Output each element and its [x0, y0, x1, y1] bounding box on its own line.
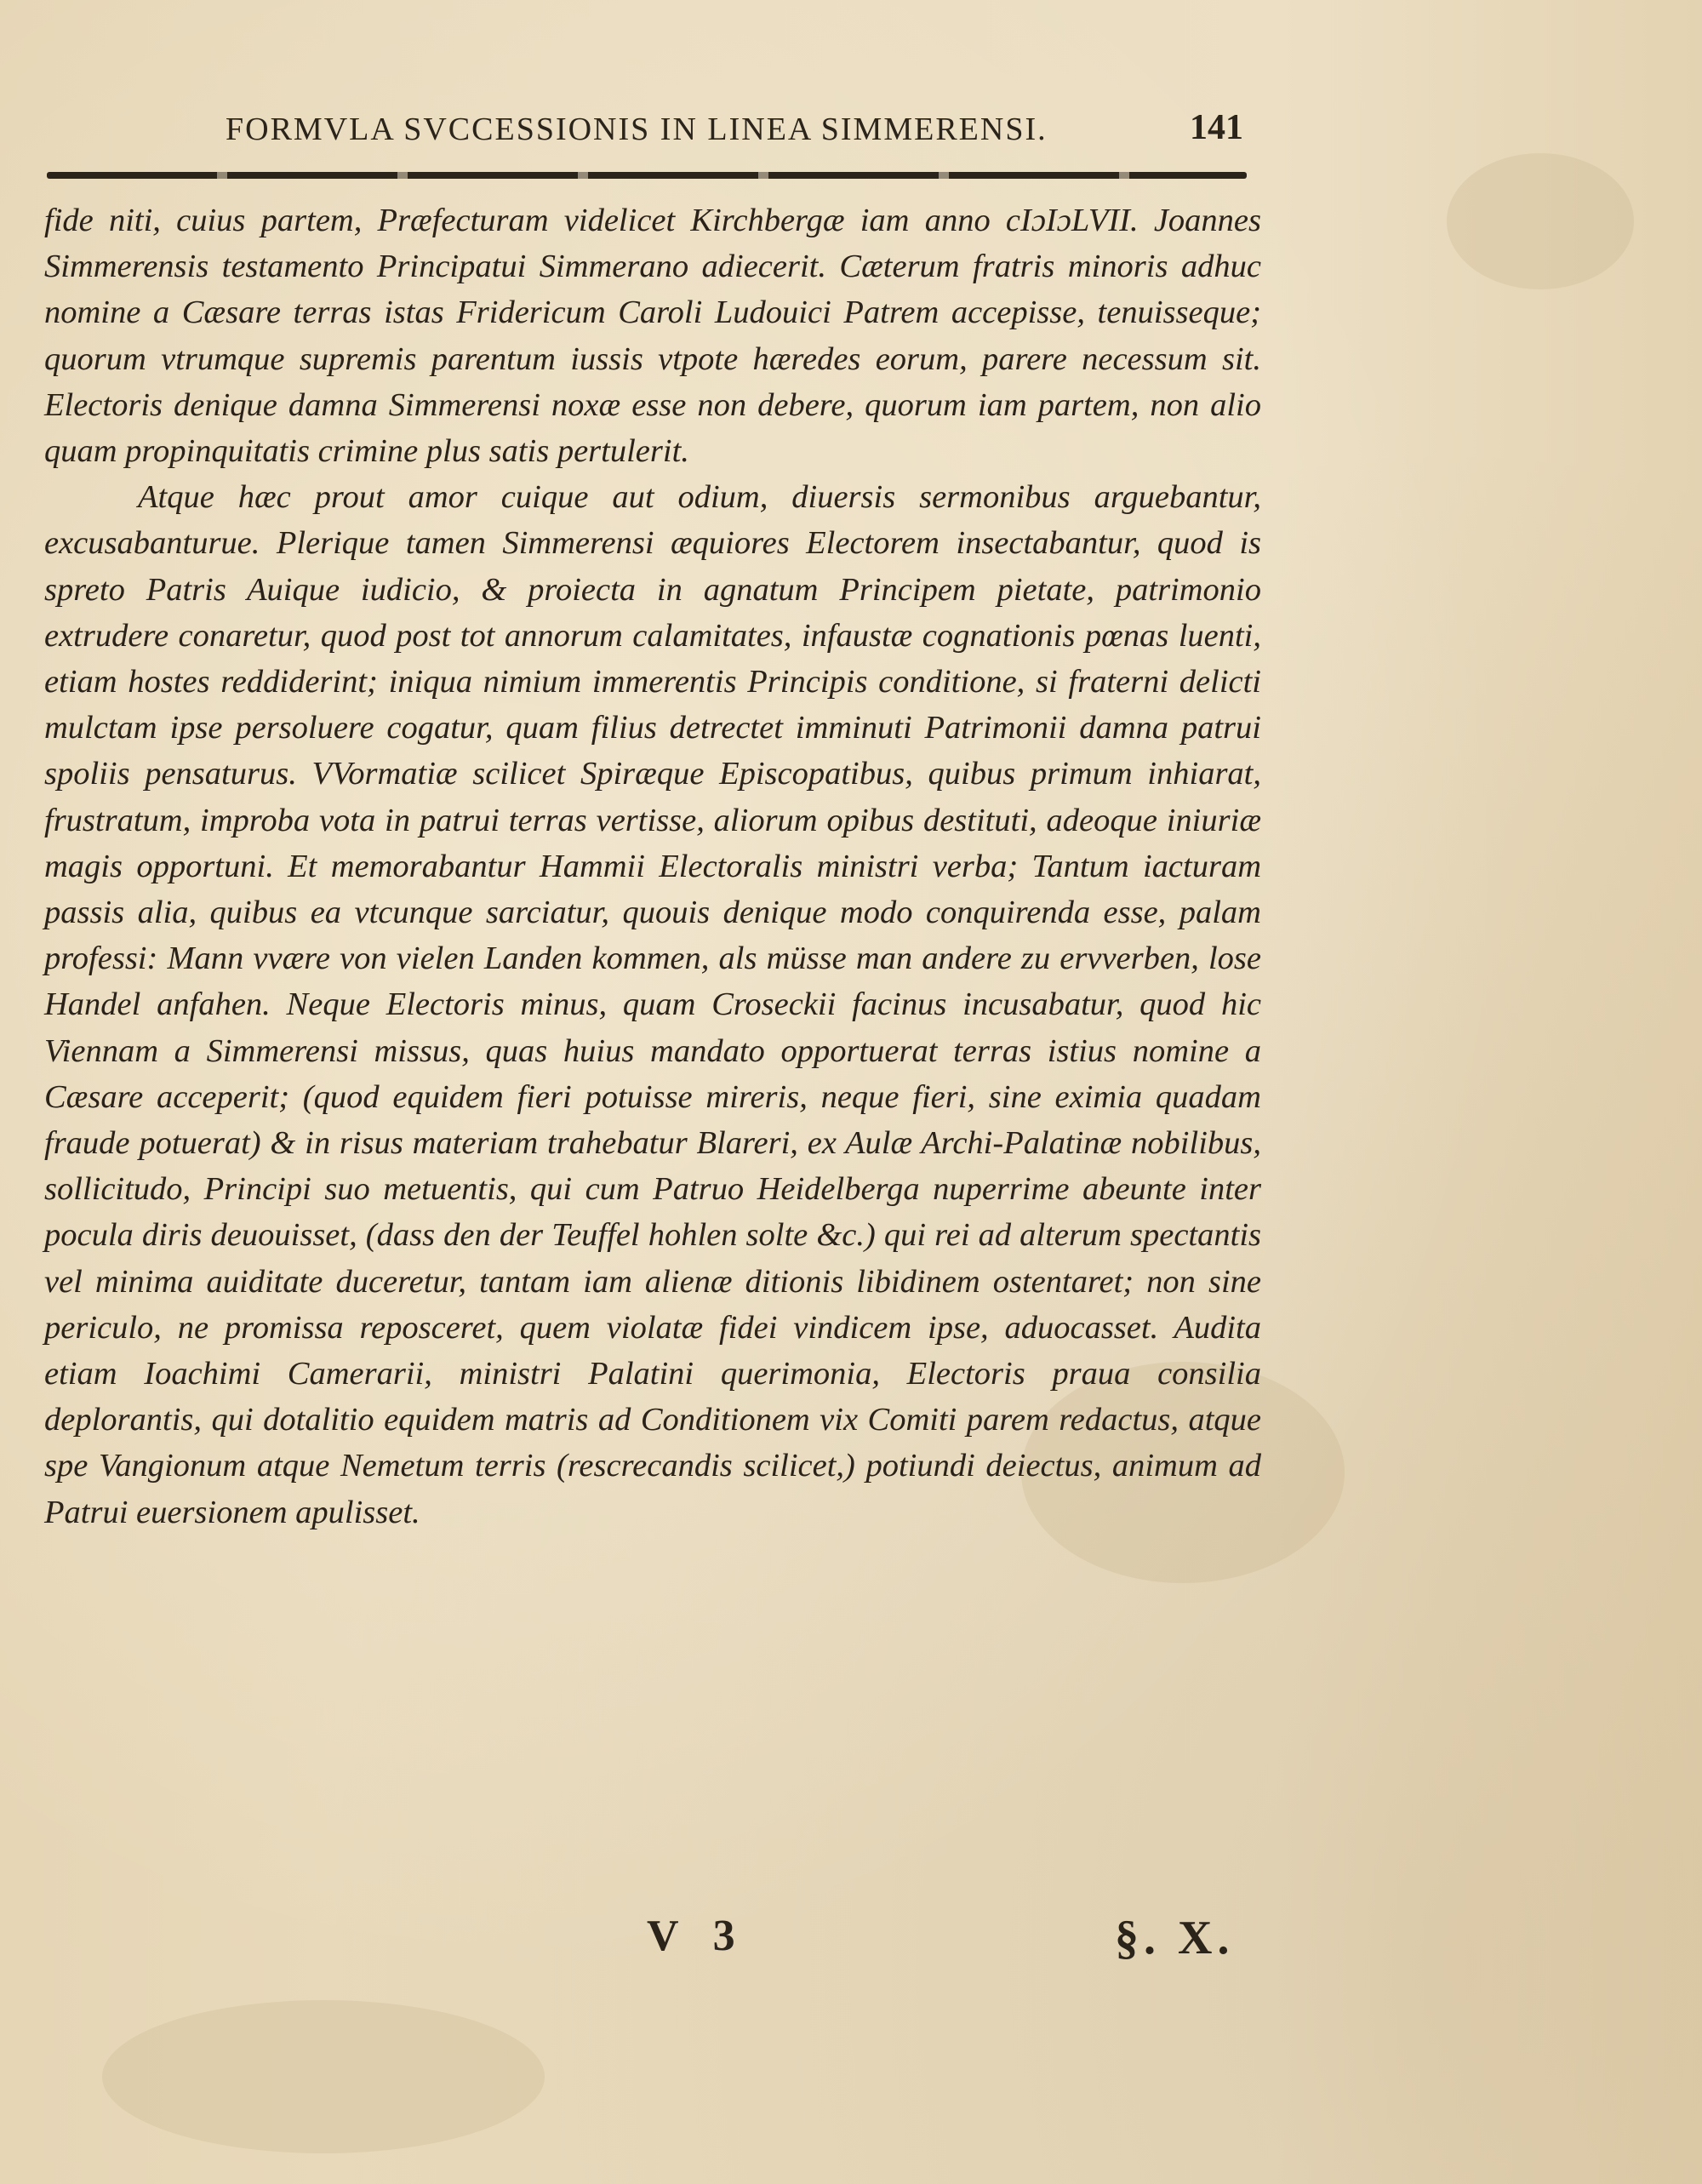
catchword: §. X. [1115, 1912, 1235, 1964]
signature-mark: V 3 [647, 1912, 747, 1960]
header-rule [47, 172, 1247, 179]
running-title: FORMVLA SVCCESSIONIS IN LINEA SIMMERENSI. [226, 111, 1048, 147]
page-number: 141 [1190, 108, 1243, 147]
body-text [44, 197, 1261, 1535]
paper-stain [1447, 153, 1634, 289]
paragraph: fide niti, cuius partem, Præfecturam videlicet Kirchbergæ iam anno cIɔIɔLVII. Joannes Simmerensis testamento Principatui Simmerano adiecerit. Cæterum fratris minoris adhuc nomine a Cæsare terras istas Fridericum Caroli Ludouici Patrem accepisse, tenuisseque; quorum vtrumque supremis parentum iussis vtpote hæredes eorum, parere necessum sit. Electoris denique damna Simmerensi noxæ esse non debere, quorum iam partem, non alio quam propinquitatis crimine plus satis pertulerit. [44, 203, 1261, 470]
paper-stain [102, 2000, 545, 2153]
paragraph: Atque hæc prout amor cuique aut odium, diuersis sermonibus arguebantur, excusabanturue. Plerique tamen Simmerensi æquiores Electorem insectabantur, quod is spreto Patris Auique iudicio, & proiecta in agnatum Principem pietate, patrimonio extrudere conaretur, quod post tot annorum calamitates, infaustæ cognationis pœnas luenti, etiam hostes reddiderint; iniqua nimium immerentis Principis conditione, si fraterni delicti mulctam ipse persoluere cogatur, quam filius detrectet imminuti Patrimonii damna patrui spoliis pensaturus. VVormatiæ scilicet Spiræque Episcopatibus, quibus primum inhiarat, frustratum, improba vota in patrui terras vertisse, aliorum opibus destituti, adeoque iniuriæ magis opportuni. Et memorabantur Hammii Electoralis ministri verba; Tantum iacturam passis alia, quibus ea vtcunque sarciatur, quouis denique modo conquirenda esse, palam professi: Mann vvære von vielen Landen kommen, als müsse man andere zu ervverben, lose Handel anfahen. Neque Electoris minus, quam Croseckii facinus incusabatur, quod hic Viennam a Simmerensi missus, quas huius mandato opportuerat terras istius nomine a Cæsare acceperit; (quod equidem fieri potuisse mireris, neque fieri, sine eximia quadam fraude potuerat) & in risus materiam trahebatur Blareri, ex Aulæ Archi-Palatinæ nobilibus, sollicitudo, Principi suo metuentis, qui cum Patruo Heidelberga nuperrime abeunte inter pocula diris deuouisset, (dass den der Teuffel hohlen solte &c.) qui rei ad alterum spectantis vel minima auiditate duceretur, tantam iam alienæ ditionis libidinem ostentaret; non sine periculo, ne promissa reposceret, quem violatæ fidei vindicem ipse, aduocasset. Audita etiam Ioachimi Camerarii, ministri Palatini querimonia, Electoris praua consilia deplorantis, qui dotalitio equidem matris ad Conditionem vix Comiti parem redactus, atque spe Vangionum atque Nemetum terris (rescrecandis scilicet,) potiundi deiectus, animum ad Patrui euersionem apulisset. [44, 479, 1261, 1530]
